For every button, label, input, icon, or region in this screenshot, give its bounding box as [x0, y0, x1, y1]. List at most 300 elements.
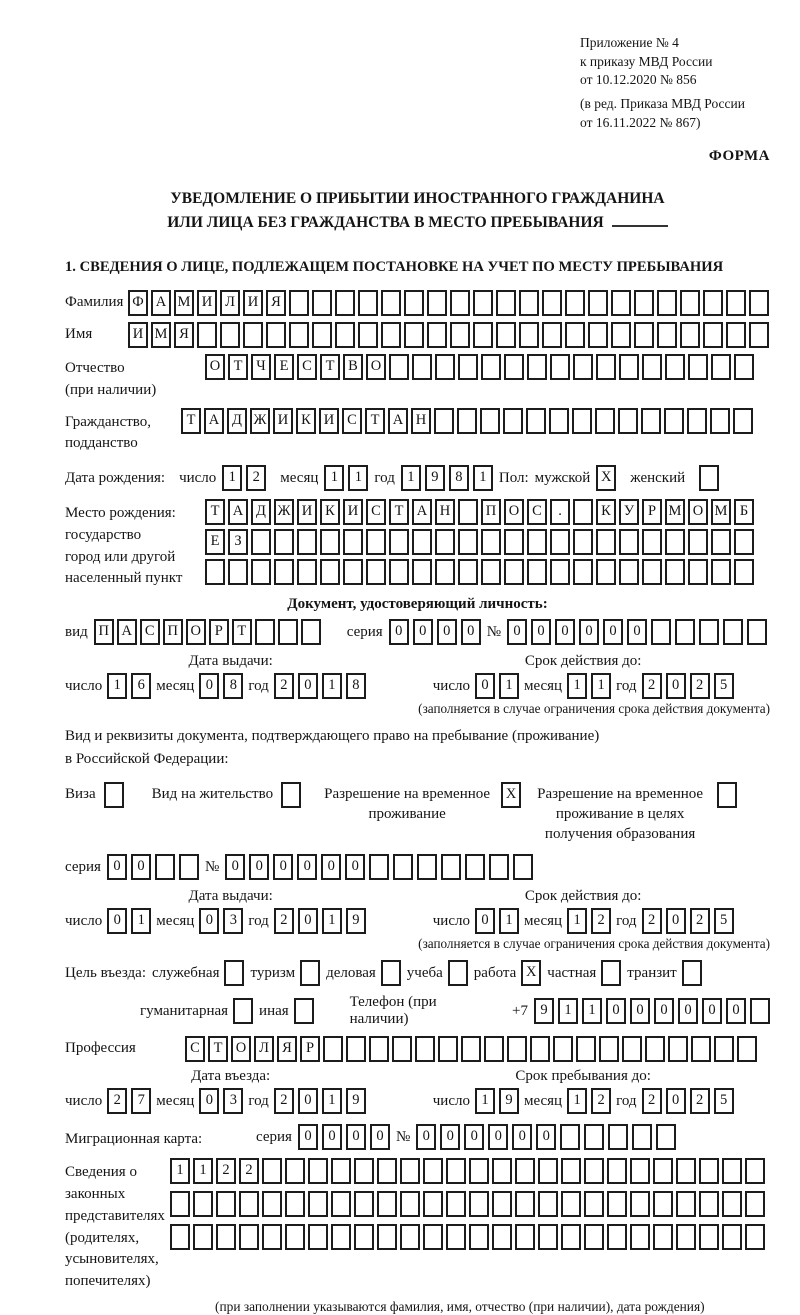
char-box[interactable]: 0	[298, 1124, 318, 1150]
char-box[interactable]	[458, 499, 478, 525]
char-box[interactable]	[377, 1224, 397, 1250]
char-box[interactable]	[412, 559, 432, 585]
char-box[interactable]	[588, 290, 608, 316]
char-box[interactable]	[611, 322, 631, 348]
char-box[interactable]	[228, 559, 248, 585]
char-box[interactable]	[427, 322, 447, 348]
char-box[interactable]	[312, 322, 332, 348]
char-box[interactable]	[749, 290, 769, 316]
char-box[interactable]: 1	[591, 673, 611, 699]
char-box[interactable]: 2	[274, 673, 294, 699]
char-box[interactable]	[481, 529, 501, 555]
char-box[interactable]	[607, 1224, 627, 1250]
char-box[interactable]: Р	[300, 1036, 320, 1062]
char-box[interactable]	[461, 1036, 481, 1062]
char-box[interactable]: 0	[531, 619, 551, 645]
char-box[interactable]	[596, 559, 616, 585]
char-box[interactable]: 0	[345, 854, 365, 880]
char-box[interactable]: 0	[107, 908, 127, 934]
char-box[interactable]: Т	[232, 619, 252, 645]
char-box[interactable]: Я	[277, 1036, 297, 1062]
char-box[interactable]: 0	[579, 619, 599, 645]
char-box[interactable]	[599, 1036, 619, 1062]
char-box[interactable]: 2	[274, 908, 294, 934]
char-box[interactable]	[550, 354, 570, 380]
char-box[interactable]	[565, 290, 585, 316]
char-box[interactable]	[366, 529, 386, 555]
char-box[interactable]	[289, 290, 309, 316]
char-box[interactable]	[343, 529, 363, 555]
char-box[interactable]: П	[94, 619, 114, 645]
char-box[interactable]: 7	[131, 1088, 151, 1114]
char-box[interactable]	[179, 854, 199, 880]
char-box[interactable]	[737, 1036, 757, 1062]
char-box[interactable]: 0	[654, 998, 674, 1024]
char-box[interactable]	[703, 322, 723, 348]
char-box[interactable]	[389, 559, 409, 585]
char-box[interactable]	[699, 465, 719, 491]
char-box[interactable]: 0	[298, 1088, 318, 1114]
char-box[interactable]	[300, 960, 320, 986]
char-box[interactable]	[331, 1191, 351, 1217]
char-box[interactable]: М	[174, 290, 194, 316]
char-box[interactable]	[608, 1124, 628, 1150]
char-box[interactable]	[734, 559, 754, 585]
char-box[interactable]: 9	[346, 1088, 366, 1114]
char-box[interactable]: 0	[199, 673, 219, 699]
char-box[interactable]	[630, 1191, 650, 1217]
char-box[interactable]	[389, 354, 409, 380]
char-box[interactable]	[675, 619, 695, 645]
char-box[interactable]	[281, 782, 301, 808]
char-box[interactable]: Р	[642, 499, 662, 525]
char-box[interactable]: 0	[370, 1124, 390, 1150]
char-box[interactable]	[717, 782, 737, 808]
char-box[interactable]	[297, 529, 317, 555]
char-box[interactable]	[595, 408, 615, 434]
char-box[interactable]	[417, 854, 437, 880]
char-box[interactable]	[664, 408, 684, 434]
char-box[interactable]: 8	[346, 673, 366, 699]
char-box[interactable]	[538, 1158, 558, 1184]
char-box[interactable]	[389, 529, 409, 555]
char-box[interactable]	[427, 290, 447, 316]
char-box[interactable]: 2	[216, 1158, 236, 1184]
char-box[interactable]: 0	[627, 619, 647, 645]
char-box[interactable]	[607, 1158, 627, 1184]
char-box[interactable]	[542, 322, 562, 348]
char-box[interactable]: 1	[322, 1088, 342, 1114]
char-box[interactable]: 0	[298, 908, 318, 934]
char-box[interactable]	[691, 1036, 711, 1062]
char-box[interactable]	[573, 559, 593, 585]
char-box[interactable]	[239, 1191, 259, 1217]
char-box[interactable]	[312, 290, 332, 316]
char-box[interactable]	[726, 290, 746, 316]
char-box[interactable]	[653, 1191, 673, 1217]
char-box[interactable]: Р	[209, 619, 229, 645]
char-box[interactable]	[665, 529, 685, 555]
char-box[interactable]: 1	[193, 1158, 213, 1184]
char-box[interactable]: Л	[254, 1036, 274, 1062]
char-box[interactable]: А	[412, 499, 432, 525]
char-box[interactable]: 0	[461, 619, 481, 645]
char-box[interactable]: Е	[274, 354, 294, 380]
char-box[interactable]: .	[550, 499, 570, 525]
char-box[interactable]	[441, 854, 461, 880]
char-box[interactable]	[216, 1224, 236, 1250]
char-box[interactable]: 0	[630, 998, 650, 1024]
char-box[interactable]	[458, 529, 478, 555]
char-box[interactable]: 3	[223, 1088, 243, 1114]
char-box[interactable]	[619, 559, 639, 585]
char-box[interactable]	[688, 559, 708, 585]
char-box[interactable]	[584, 1158, 604, 1184]
char-box[interactable]	[565, 322, 585, 348]
char-box[interactable]: 2	[591, 1088, 611, 1114]
char-box[interactable]: 5	[714, 908, 734, 934]
char-box[interactable]	[634, 290, 654, 316]
char-box[interactable]	[262, 1224, 282, 1250]
char-box[interactable]: 2	[690, 1088, 710, 1114]
char-box[interactable]: 1	[567, 1088, 587, 1114]
char-box[interactable]: 1	[222, 465, 242, 491]
char-box[interactable]	[484, 1036, 504, 1062]
char-box[interactable]: О	[231, 1036, 251, 1062]
char-box[interactable]	[714, 1036, 734, 1062]
char-box[interactable]	[274, 559, 294, 585]
char-box[interactable]	[104, 782, 124, 808]
char-box[interactable]: С	[366, 499, 386, 525]
char-box[interactable]: 0	[726, 998, 746, 1024]
char-box[interactable]	[607, 1191, 627, 1217]
char-box[interactable]: 2	[239, 1158, 259, 1184]
char-box[interactable]	[699, 1191, 719, 1217]
char-box[interactable]: 1	[401, 465, 421, 491]
char-box[interactable]: З	[228, 529, 248, 555]
char-box[interactable]: 0	[603, 619, 623, 645]
char-box[interactable]	[549, 408, 569, 434]
char-box[interactable]	[423, 1224, 443, 1250]
char-box[interactable]	[262, 1191, 282, 1217]
char-box[interactable]: 9	[425, 465, 445, 491]
char-box[interactable]: 2	[642, 1088, 662, 1114]
char-box[interactable]: Т	[320, 354, 340, 380]
char-box[interactable]	[504, 529, 524, 555]
char-box[interactable]: 0	[413, 619, 433, 645]
char-box[interactable]	[553, 1036, 573, 1062]
char-box[interactable]: 8	[223, 673, 243, 699]
char-box[interactable]	[526, 408, 546, 434]
char-box[interactable]: О	[205, 354, 225, 380]
char-box[interactable]	[657, 290, 677, 316]
char-box[interactable]	[513, 854, 533, 880]
char-box[interactable]: Б	[734, 499, 754, 525]
char-box[interactable]	[354, 1224, 374, 1250]
char-box[interactable]	[393, 854, 413, 880]
char-box[interactable]: О	[688, 499, 708, 525]
char-box[interactable]	[243, 322, 263, 348]
char-box[interactable]: 2	[690, 673, 710, 699]
char-box[interactable]: 1	[582, 998, 602, 1024]
char-box[interactable]	[665, 559, 685, 585]
char-box[interactable]: Ж	[274, 499, 294, 525]
char-box[interactable]: 0	[440, 1124, 460, 1150]
char-box[interactable]: У	[619, 499, 639, 525]
char-box[interactable]	[750, 998, 770, 1024]
char-box[interactable]	[193, 1191, 213, 1217]
char-box[interactable]: П	[481, 499, 501, 525]
char-box[interactable]	[233, 998, 253, 1024]
char-box[interactable]: 1	[499, 908, 519, 934]
char-box[interactable]	[197, 322, 217, 348]
char-box[interactable]	[251, 529, 271, 555]
char-box[interactable]	[346, 1036, 366, 1062]
char-box[interactable]: С	[527, 499, 547, 525]
char-box[interactable]	[519, 322, 539, 348]
char-box[interactable]: И	[273, 408, 293, 434]
char-box[interactable]: Т	[228, 354, 248, 380]
char-box[interactable]: 1	[170, 1158, 190, 1184]
char-box[interactable]: 5	[714, 1088, 734, 1114]
char-box[interactable]: 0	[666, 673, 686, 699]
char-box[interactable]: 0	[475, 673, 495, 699]
char-box[interactable]	[412, 354, 432, 380]
char-box[interactable]	[377, 1191, 397, 1217]
char-box[interactable]	[653, 1158, 673, 1184]
char-box[interactable]: В	[343, 354, 363, 380]
char-box[interactable]	[354, 1158, 374, 1184]
char-box[interactable]	[381, 960, 401, 986]
char-box[interactable]: 0	[678, 998, 698, 1024]
char-box[interactable]: Т	[181, 408, 201, 434]
char-box[interactable]: Е	[205, 529, 225, 555]
char-box[interactable]: И	[197, 290, 217, 316]
char-box[interactable]: 9	[346, 908, 366, 934]
char-box[interactable]: 3	[223, 908, 243, 934]
char-box[interactable]: И	[243, 290, 263, 316]
char-box[interactable]	[481, 559, 501, 585]
char-box[interactable]	[412, 529, 432, 555]
char-box[interactable]	[400, 1158, 420, 1184]
char-box[interactable]	[465, 854, 485, 880]
char-box[interactable]	[515, 1191, 535, 1217]
char-box[interactable]	[584, 1224, 604, 1250]
char-box[interactable]: 2	[274, 1088, 294, 1114]
char-box[interactable]: 1	[131, 908, 151, 934]
char-box[interactable]: 5	[714, 673, 734, 699]
char-box[interactable]	[642, 559, 662, 585]
char-box[interactable]	[294, 998, 314, 1024]
char-box[interactable]	[596, 354, 616, 380]
char-box[interactable]	[434, 408, 454, 434]
char-box[interactable]: Ж	[250, 408, 270, 434]
char-box[interactable]	[504, 354, 524, 380]
char-box[interactable]: И	[297, 499, 317, 525]
char-box[interactable]	[335, 322, 355, 348]
char-box[interactable]: С	[185, 1036, 205, 1062]
char-box[interactable]: 0	[488, 1124, 508, 1150]
char-box[interactable]	[668, 1036, 688, 1062]
char-box[interactable]: 0	[298, 673, 318, 699]
char-box[interactable]	[550, 559, 570, 585]
char-box[interactable]	[320, 529, 340, 555]
char-box[interactable]	[446, 1158, 466, 1184]
char-box[interactable]	[651, 619, 671, 645]
char-box[interactable]	[561, 1224, 581, 1250]
char-box[interactable]: Ч	[251, 354, 271, 380]
char-box[interactable]	[734, 529, 754, 555]
char-box[interactable]	[722, 1191, 742, 1217]
char-box[interactable]	[320, 559, 340, 585]
char-box[interactable]: К	[596, 499, 616, 525]
char-box[interactable]	[538, 1224, 558, 1250]
char-box[interactable]	[266, 322, 286, 348]
char-box[interactable]: Я	[174, 322, 194, 348]
char-box[interactable]	[665, 354, 685, 380]
char-box[interactable]: X	[521, 960, 541, 986]
char-box[interactable]	[573, 529, 593, 555]
char-box[interactable]	[527, 354, 547, 380]
char-box[interactable]	[492, 1191, 512, 1217]
char-box[interactable]	[446, 1191, 466, 1217]
char-box[interactable]	[745, 1191, 765, 1217]
char-box[interactable]	[538, 1191, 558, 1217]
char-box[interactable]	[726, 322, 746, 348]
char-box[interactable]	[481, 354, 501, 380]
char-box[interactable]	[703, 290, 723, 316]
char-box[interactable]: М	[711, 499, 731, 525]
char-box[interactable]	[632, 1124, 652, 1150]
char-box[interactable]	[435, 354, 455, 380]
char-box[interactable]	[680, 322, 700, 348]
char-box[interactable]	[699, 1158, 719, 1184]
char-box[interactable]: А	[151, 290, 171, 316]
char-box[interactable]: 0	[107, 854, 127, 880]
char-box[interactable]	[331, 1158, 351, 1184]
char-box[interactable]: Д	[251, 499, 271, 525]
char-box[interactable]	[239, 1224, 259, 1250]
char-box[interactable]	[423, 1191, 443, 1217]
char-box[interactable]	[680, 290, 700, 316]
char-box[interactable]	[308, 1158, 328, 1184]
char-box[interactable]	[657, 322, 677, 348]
char-box[interactable]	[507, 1036, 527, 1062]
char-box[interactable]	[335, 290, 355, 316]
char-box[interactable]: 0	[346, 1124, 366, 1150]
char-box[interactable]: 1	[107, 673, 127, 699]
char-box[interactable]	[515, 1224, 535, 1250]
char-box[interactable]: 0	[199, 908, 219, 934]
char-box[interactable]: 0	[321, 854, 341, 880]
char-box[interactable]: А	[204, 408, 224, 434]
char-box[interactable]	[733, 408, 753, 434]
char-box[interactable]: 1	[567, 673, 587, 699]
char-box[interactable]	[205, 559, 225, 585]
char-box[interactable]	[550, 529, 570, 555]
char-box[interactable]: О	[366, 354, 386, 380]
char-box[interactable]: 0	[322, 1124, 342, 1150]
char-box[interactable]: 1	[475, 1088, 495, 1114]
char-box[interactable]	[400, 1224, 420, 1250]
char-box[interactable]	[688, 354, 708, 380]
char-box[interactable]: 0	[464, 1124, 484, 1150]
char-box[interactable]	[415, 1036, 435, 1062]
char-box[interactable]	[596, 529, 616, 555]
char-box[interactable]: 2	[107, 1088, 127, 1114]
char-box[interactable]	[584, 1124, 604, 1150]
char-box[interactable]	[561, 1191, 581, 1217]
char-box[interactable]	[642, 529, 662, 555]
char-box[interactable]: 0	[507, 619, 527, 645]
char-box[interactable]	[619, 354, 639, 380]
char-box[interactable]	[723, 619, 743, 645]
char-box[interactable]: 0	[475, 908, 495, 934]
char-box[interactable]: 1	[558, 998, 578, 1024]
char-box[interactable]: М	[665, 499, 685, 525]
char-box[interactable]: 0	[389, 619, 409, 645]
char-box[interactable]	[480, 408, 500, 434]
char-box[interactable]	[676, 1224, 696, 1250]
char-box[interactable]: К	[296, 408, 316, 434]
char-box[interactable]	[687, 408, 707, 434]
char-box[interactable]	[745, 1224, 765, 1250]
char-box[interactable]	[630, 1158, 650, 1184]
char-box[interactable]: 1	[567, 908, 587, 934]
char-box[interactable]	[530, 1036, 550, 1062]
char-box[interactable]: 1	[473, 465, 493, 491]
char-box[interactable]	[473, 290, 493, 316]
char-box[interactable]: 0	[225, 854, 245, 880]
char-box[interactable]	[745, 1158, 765, 1184]
char-box[interactable]: 1	[322, 908, 342, 934]
char-box[interactable]	[297, 559, 317, 585]
char-box[interactable]	[278, 619, 298, 645]
char-box[interactable]	[224, 960, 244, 986]
char-box[interactable]: 0	[606, 998, 626, 1024]
char-box[interactable]	[619, 529, 639, 555]
char-box[interactable]	[711, 529, 731, 555]
char-box[interactable]: С	[297, 354, 317, 380]
char-box[interactable]: 0	[416, 1124, 436, 1150]
char-box[interactable]	[749, 322, 769, 348]
char-box[interactable]: X	[501, 782, 521, 808]
char-box[interactable]	[711, 354, 731, 380]
char-box[interactable]	[469, 1158, 489, 1184]
char-box[interactable]	[274, 529, 294, 555]
char-box[interactable]: И	[128, 322, 148, 348]
char-box[interactable]	[251, 559, 271, 585]
char-box[interactable]: 0	[131, 854, 151, 880]
char-box[interactable]: Т	[389, 499, 409, 525]
char-box[interactable]	[489, 854, 509, 880]
char-box[interactable]	[527, 559, 547, 585]
char-box[interactable]: И	[343, 499, 363, 525]
char-box[interactable]	[588, 322, 608, 348]
char-box[interactable]	[634, 322, 654, 348]
char-box[interactable]	[369, 1036, 389, 1062]
char-box[interactable]	[450, 290, 470, 316]
char-box[interactable]	[496, 290, 516, 316]
char-box[interactable]	[155, 854, 175, 880]
char-box[interactable]	[622, 1036, 642, 1062]
char-box[interactable]	[358, 322, 378, 348]
char-box[interactable]	[435, 529, 455, 555]
char-box[interactable]: К	[320, 499, 340, 525]
char-box[interactable]	[561, 1158, 581, 1184]
char-box[interactable]	[699, 619, 719, 645]
char-box[interactable]: Д	[227, 408, 247, 434]
